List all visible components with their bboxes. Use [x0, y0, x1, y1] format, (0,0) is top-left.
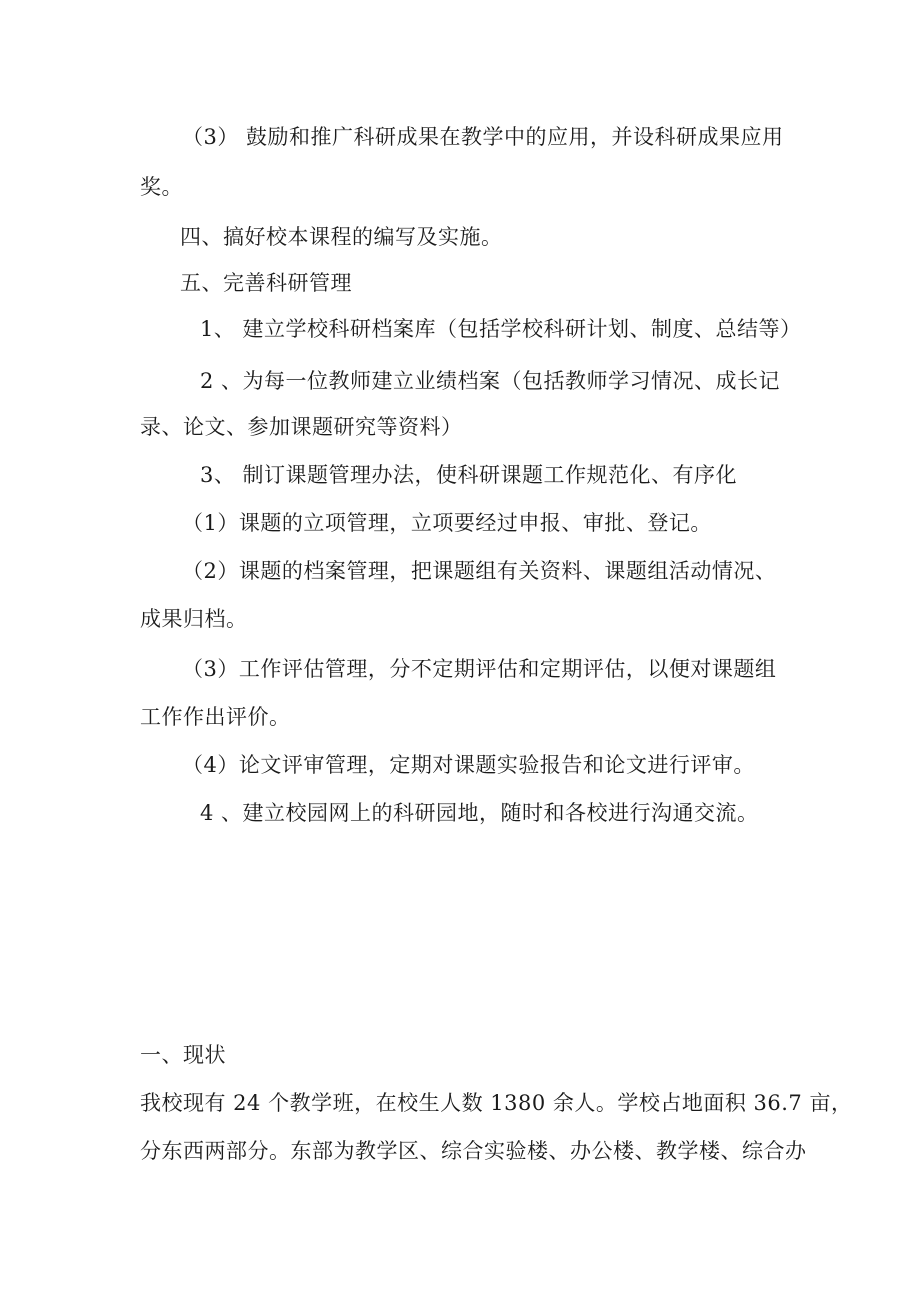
list-item: 2 、为每一位教师建立业绩档案（包括教师学习情况、成长记	[200, 369, 781, 393]
sub-list-item: （1）课题的立项管理，立项要经过申报、审批、登记。	[182, 511, 712, 535]
section-heading: 一、现状	[140, 1043, 226, 1067]
sub-list-item: （4）论文评审管理，定期对课题实验报告和论文进行评审。	[182, 753, 755, 777]
list-item: 3、 制订课题管理办法，使科研课题工作规范化、有序化	[200, 463, 738, 487]
list-item: 4 、建立校园网上的科研园地，随时和各校进行沟通交流。	[200, 801, 759, 825]
sub-list-item: （2）课题的档案管理，把课题组有关资料、课题组活动情况、	[182, 559, 777, 583]
paragraph-line: 成果归档。	[140, 607, 248, 631]
paragraph-line: 分东西两部分。东部为教学区、综合实验楼、办公楼、教学楼、综合办	[140, 1139, 807, 1163]
paragraph-line: 录、论文、参加课题研究等资料）	[140, 415, 463, 439]
list-item: 1、 建立学校科研档案库（包括学校科研计划、制度、总结等）	[200, 317, 802, 341]
section-heading: 五、完善科研管理	[180, 271, 352, 295]
section-heading: 四、搞好校本课程的编写及实施。	[180, 225, 503, 249]
paragraph-line: 奖。	[140, 175, 183, 199]
paragraph-line: 工作作出评价。	[140, 705, 291, 729]
sub-list-item: （3）工作评估管理，分不定期评估和定期评估，以便对课题组	[182, 657, 777, 681]
paragraph-line: 我校现有 24 个教学班，在校生人数 1380 余人。学校占地面积 36.7 亩，	[140, 1091, 853, 1115]
paragraph-line: （3） 鼓励和推广科研成果在教学中的应用，并设科研成果应用	[182, 125, 784, 149]
